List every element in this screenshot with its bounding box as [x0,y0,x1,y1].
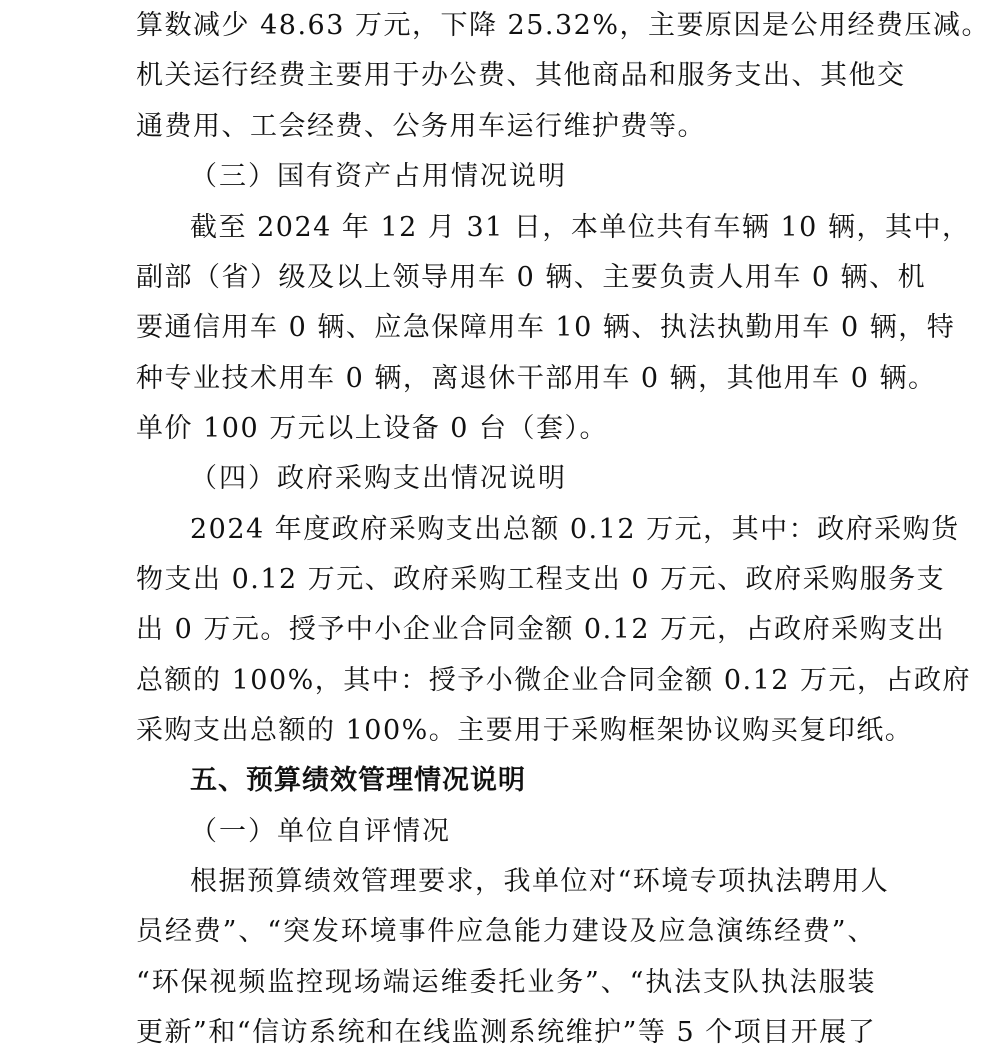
paragraph-line: 要通信用车 0 辆、应急保障用车 10 辆、执法执勤用车 0 辆，特 [136,312,956,343]
section-heading-self-evaluation: （一）单位自评情况 [190,816,451,847]
chapter-heading-performance: 五、预算绩效管理情况说明 [190,765,526,796]
paragraph-line: 采购支出总额的 100%。主要用于采购框架协议购买复印纸。 [136,715,914,746]
paragraph-line: 出 0 万元。授予中小企业合同金额 0.12 万元，占政府采购支出 [136,614,946,645]
paragraph-line: 算数减少 48.63 万元，下降 25.32%，主要原因是公用经费压减。 [136,10,990,41]
paragraph-line: 根据预算绩效管理要求，我单位对“环境专项执法聘用人 [190,866,890,897]
paragraph-line: 截至 2024 年 12 月 31 日，本单位共有车辆 10 辆，其中， [190,212,971,243]
section-heading-procurement: （四）政府采购支出情况说明 [190,463,567,494]
paragraph-line: “环保视频监控现场端运维委托业务”、“执法支队执法服装 [136,967,876,998]
paragraph-line: 物支出 0.12 万元、政府采购工程支出 0 万元、政府采购服务支 [136,564,946,595]
paragraph-line: 总额的 100%，其中：授予小微企业合同金额 0.12 万元，占政府 [136,665,972,696]
paragraph-line: 通费用、工会经费、公务用车运行维护费等。 [136,111,706,142]
paragraph-line: 副部（省）级及以上领导用车 0 辆、主要负责人用车 0 辆、机 [136,262,927,293]
paragraph-line: 2024 年度政府采购支出总额 0.12 万元，其中：政府采购货 [190,514,960,545]
paragraph-line: 更新”和“信访系统和在线监测系统维护”等 5 个项目开展了 [136,1017,877,1048]
section-heading-assets: （三）国有资产占用情况说明 [190,161,567,192]
paragraph-line: 种专业技术用车 0 辆，离退休干部用车 0 辆，其他用车 0 辆。 [136,363,937,394]
paragraph-line: 单价 100 万元以上设备 0 台（套）。 [136,413,609,444]
paragraph-line: 机关运行经费主要用于办公费、其他商品和服务支出、其他交 [136,60,906,91]
paragraph-line: 员经费”、“突发环境事件应急能力建设及应急演练经费”、 [136,916,876,947]
